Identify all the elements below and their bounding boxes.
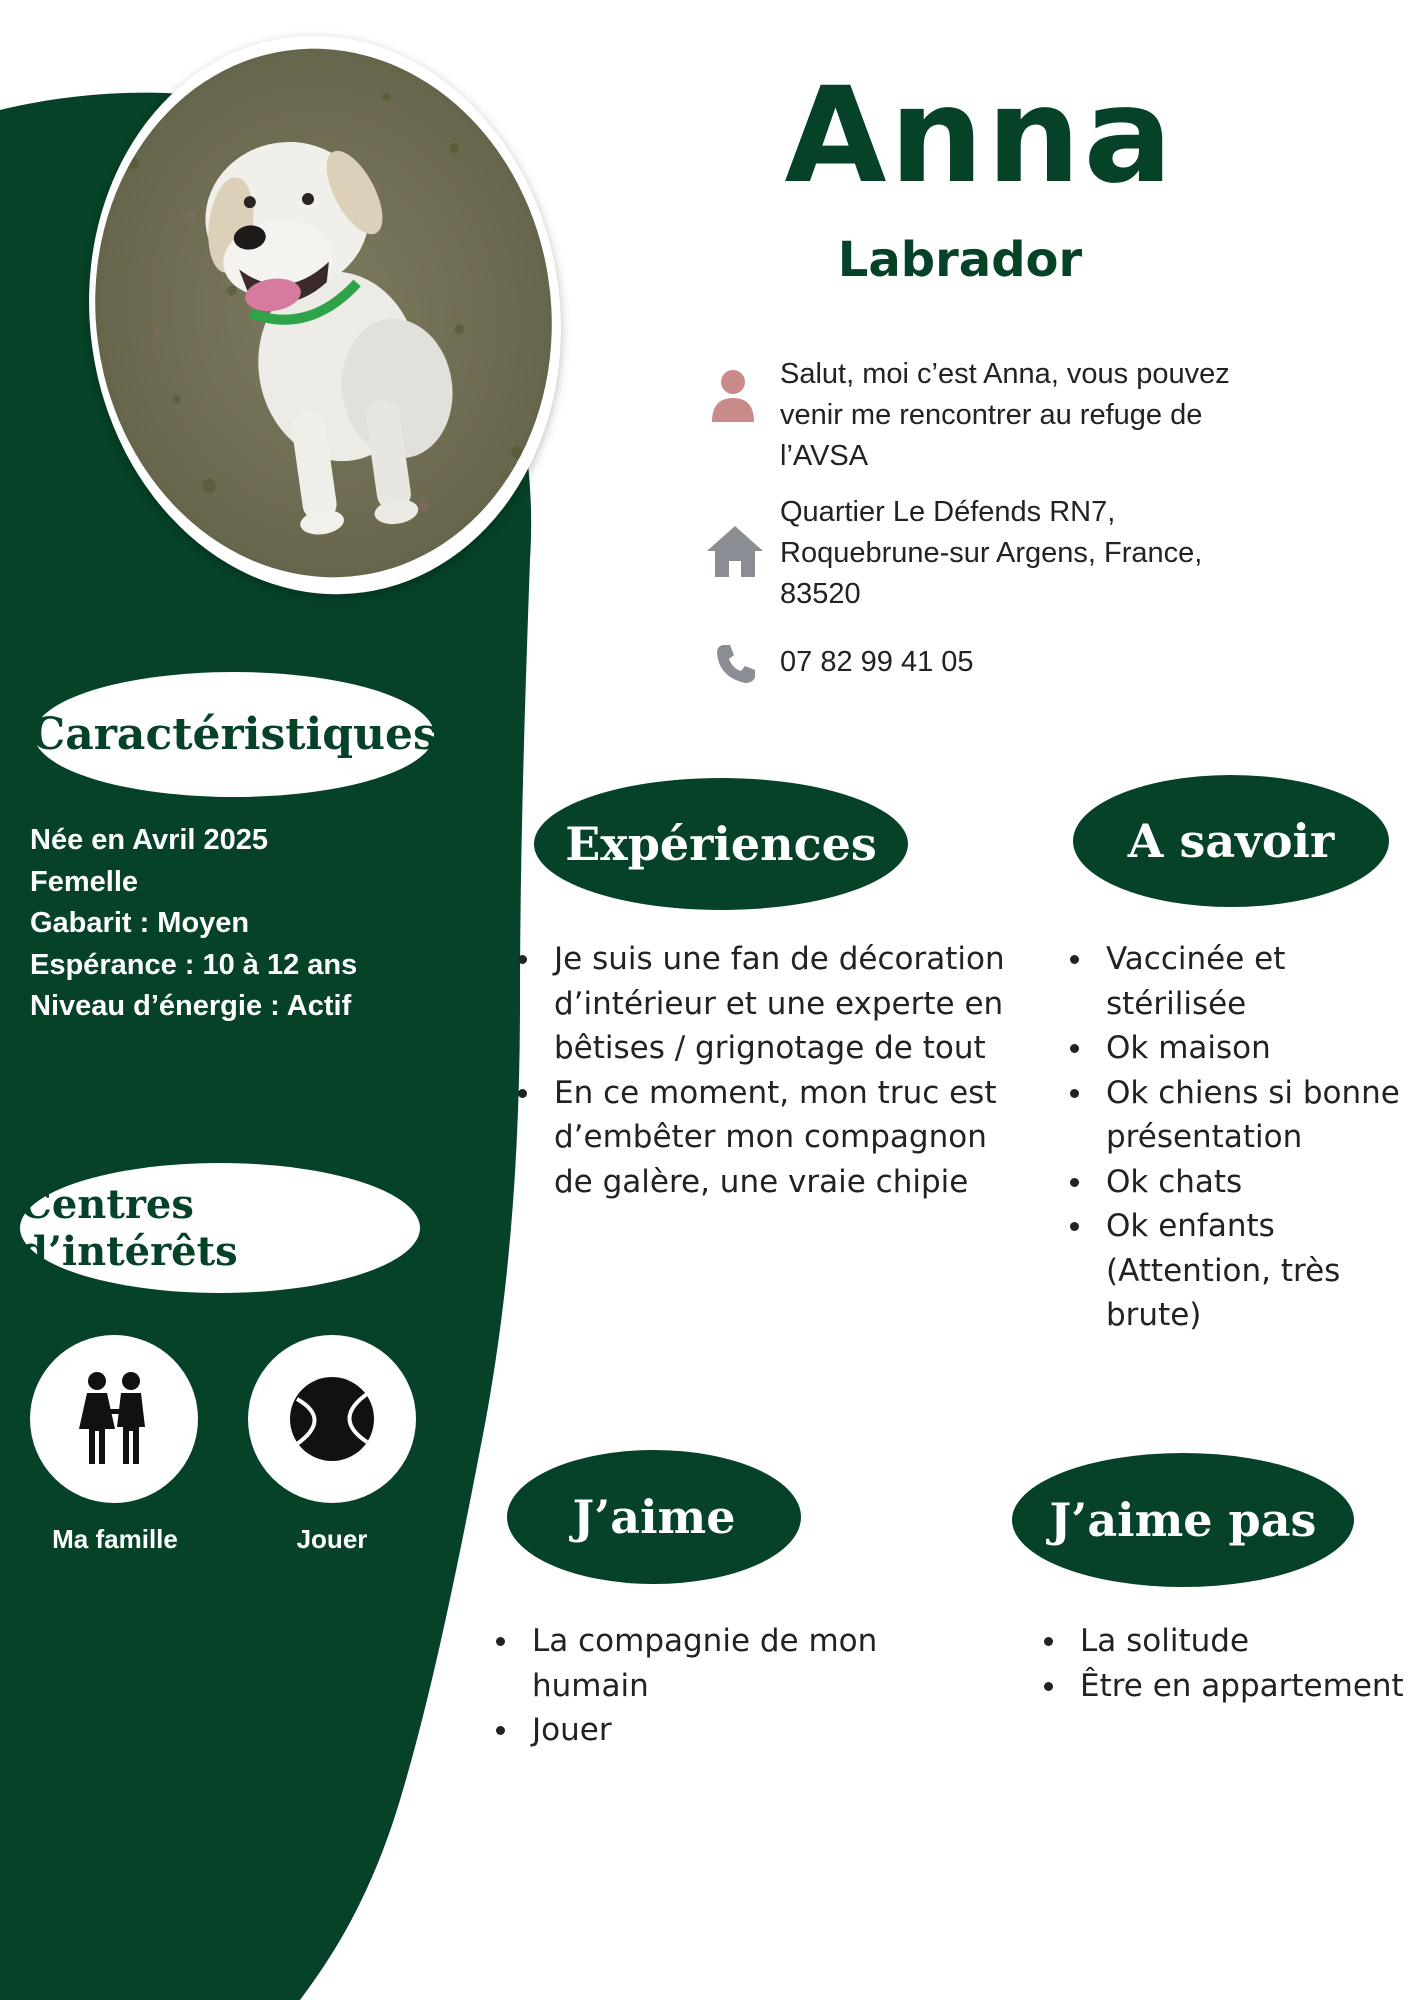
text-line: La compagnie de mon: [532, 1623, 878, 1659]
list-item: [1064, 1204, 1414, 1338]
phone-icon: [715, 643, 757, 685]
jaime-pas-title: J’aime pas: [1049, 1493, 1317, 1547]
interest-play: [248, 1335, 416, 1503]
experiences-list: [512, 937, 1022, 1204]
text-line: bêtises / grignotage de tout: [554, 1030, 986, 1066]
text-line: Ok maison: [1106, 1030, 1271, 1066]
experiences-title: Expériences: [565, 817, 877, 871]
text-line: Vaccinée et: [1106, 941, 1286, 977]
text-line: humain: [532, 1667, 649, 1704]
text-line: Ok chiens si bonne: [1106, 1074, 1400, 1111]
list-item: Femelle: [30, 865, 138, 898]
list-item: [1064, 937, 1414, 1026]
pet-name: Anna: [784, 59, 1176, 213]
text-line: d’intérieur et une experte en: [554, 985, 1004, 1022]
list-item: [1064, 1160, 1414, 1205]
list-item: [490, 1619, 890, 1708]
a-savoir-heading: [1073, 775, 1389, 907]
a-savoir-list: [1064, 937, 1414, 1338]
jaime-pas-heading: [1012, 1453, 1354, 1587]
jaime-list: [490, 1619, 890, 1753]
pet-breed: Labrador: [837, 232, 1083, 288]
text-line: stérilisée: [1106, 985, 1247, 1022]
list-item: [1064, 1071, 1414, 1160]
jaime-pas-list: [1038, 1619, 1414, 1708]
list-item: [490, 1708, 890, 1753]
experiences-heading: [534, 778, 908, 910]
list-item: Gabarit : Moyen: [30, 907, 250, 939]
text-line: Salut, moi c’est Anna, vous pouvez: [780, 358, 1230, 390]
text-line: La solitude: [1080, 1623, 1250, 1659]
home-icon: [705, 523, 765, 579]
text-line: En ce moment, mon truc est: [554, 1074, 997, 1111]
text-line: Ok enfants: [1106, 1208, 1275, 1244]
caracteristiques-title: Caractéristiques: [30, 709, 438, 760]
interest-label: Jouer: [296, 1524, 368, 1554]
list-item: [1064, 1026, 1414, 1071]
interets-title: Centres d’intérêts: [20, 1181, 238, 1275]
caracteristiques-list: [30, 820, 357, 1028]
list-item: [512, 937, 1022, 1071]
intro-text: [780, 354, 1300, 477]
text-line: brute): [1106, 1297, 1202, 1333]
text-line: 83520: [780, 578, 861, 610]
text-line: Roquebrune-sur Argens, France,: [780, 537, 1203, 569]
text-line: (Attention, très: [1106, 1252, 1341, 1289]
person-icon: [710, 368, 756, 424]
text-line: Être en appartement: [1080, 1667, 1404, 1704]
phone-number: 07 82 99 41 05: [780, 646, 974, 678]
ball-icon: [287, 1374, 377, 1464]
text-line: l’AVSA: [780, 440, 869, 472]
list-item: Née en Avril 2025: [30, 824, 269, 856]
text-line: Jouer: [532, 1712, 612, 1748]
address-text: [780, 492, 1300, 615]
interest-label: Ma famille: [52, 1524, 178, 1554]
jaime-title: J’aime: [572, 1490, 736, 1544]
a-savoir-title: A savoir: [1127, 814, 1335, 868]
interest-family: [30, 1335, 198, 1503]
family-icon: [69, 1369, 159, 1469]
jaime-heading: [507, 1450, 801, 1584]
text-line: d’embêter mon compagnon: [554, 1119, 987, 1155]
text-line: Ok chats: [1106, 1163, 1243, 1200]
text-line: de galère, une vraie chipie: [554, 1163, 969, 1200]
caracteristiques-heading: [30, 672, 438, 797]
list-item: [1038, 1664, 1414, 1709]
list-item: [512, 1071, 1022, 1205]
list-item: Niveau d’énergie : Actif: [30, 990, 352, 1022]
list-item: [1038, 1619, 1414, 1664]
text-line: venir me rencontrer au refuge de: [780, 399, 1203, 431]
text-line: Je suis une fan de décoration: [554, 941, 1005, 977]
interets-heading: [20, 1163, 420, 1293]
text-line: présentation: [1106, 1119, 1303, 1155]
list-item: Espérance : 10 à 12 ans: [30, 948, 358, 981]
text-line: Quartier Le Défends RN7,: [780, 496, 1116, 528]
